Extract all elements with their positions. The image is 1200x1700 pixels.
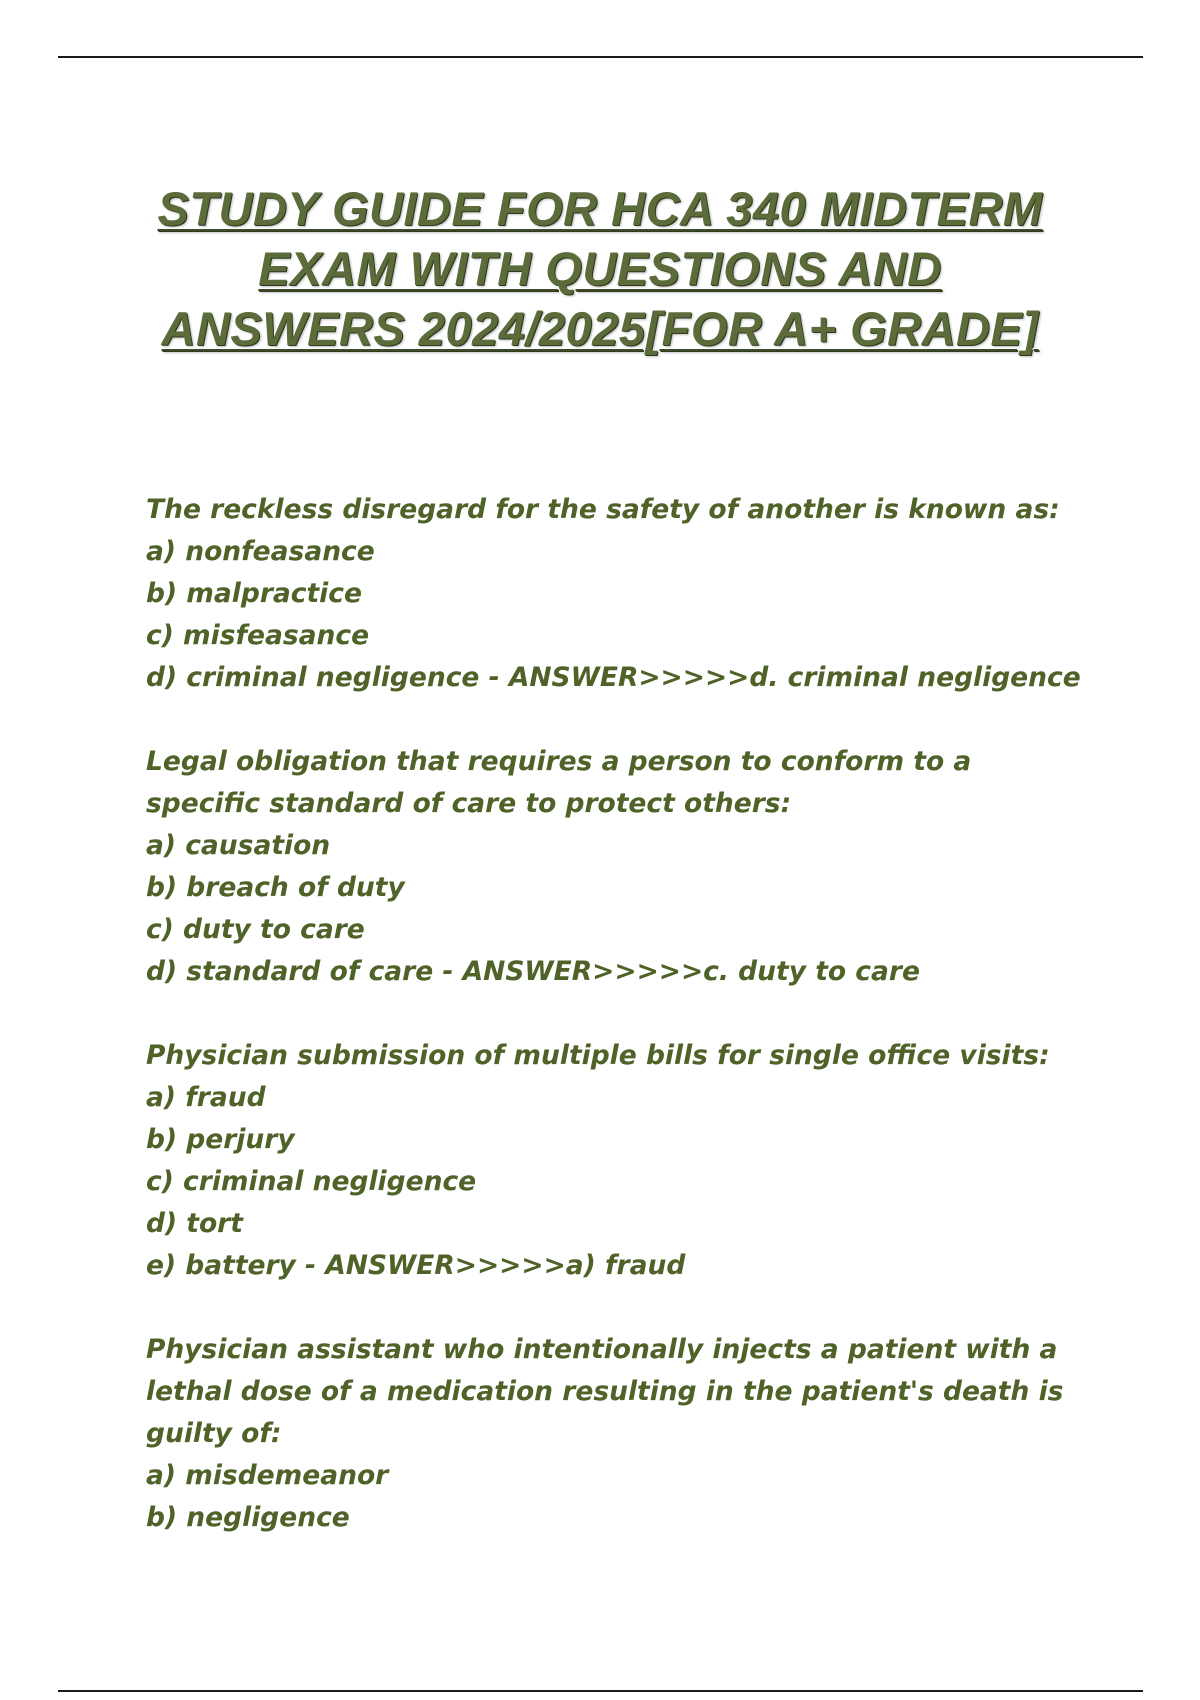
question-stem: Physician submission of multiple bills for single office visits:: [146, 1040, 1050, 1071]
answer-option: b) breach of duty: [146, 872, 405, 903]
question-stem: Legal obligation that requires a person to conform to a specific standard of care to protect others:: [146, 746, 972, 819]
question-stem: The reckless disregard for the safety of another is known as:: [146, 494, 1060, 525]
title-line-3: ANSWERS 2024/2025[FOR A+ GRADE]: [161, 302, 1039, 356]
answer-option: c) criminal negligence: [146, 1166, 477, 1197]
question-2: [146, 741, 1086, 993]
title-line-2: EXAM WITH QUESTIONS AND: [258, 242, 942, 296]
answer-option: a) fraud: [146, 1082, 266, 1113]
answer-option: a) nonfeasance: [146, 536, 375, 567]
question-list: [146, 489, 1086, 1581]
top-rule: [58, 56, 1143, 58]
answer-option: e) battery - ANSWER>>>>>a) fraud: [146, 1250, 686, 1281]
answer-option: b) negligence: [146, 1502, 350, 1533]
answer-option: a) causation: [146, 830, 331, 861]
answer-option: c) misfeasance: [146, 620, 370, 651]
answer-option: b) malpractice: [146, 578, 362, 609]
question-4: [146, 1329, 1086, 1539]
question-stem: Physician assistant who intentionally injects a patient with a lethal dose of a medication resulting in the patient's death is guilty of:: [146, 1334, 1064, 1449]
answer-option: c) duty to care: [146, 914, 365, 945]
answer-option: d) tort: [146, 1208, 243, 1239]
answer-option: a) misdemeanor: [146, 1460, 389, 1491]
bottom-rule: [58, 1690, 1143, 1692]
answer-option: b) perjury: [146, 1124, 295, 1155]
title-line-1: STUDY GUIDE FOR HCA 340 MIDTERM: [157, 182, 1043, 236]
question-1: [146, 489, 1086, 699]
answer-option: d) criminal negligence - ANSWER>>>>>d. criminal negligence: [146, 662, 1081, 693]
document-title: [100, 179, 1100, 359]
answer-option: d) standard of care - ANSWER>>>>>c. duty to care: [146, 956, 920, 987]
question-3: [146, 1035, 1086, 1287]
